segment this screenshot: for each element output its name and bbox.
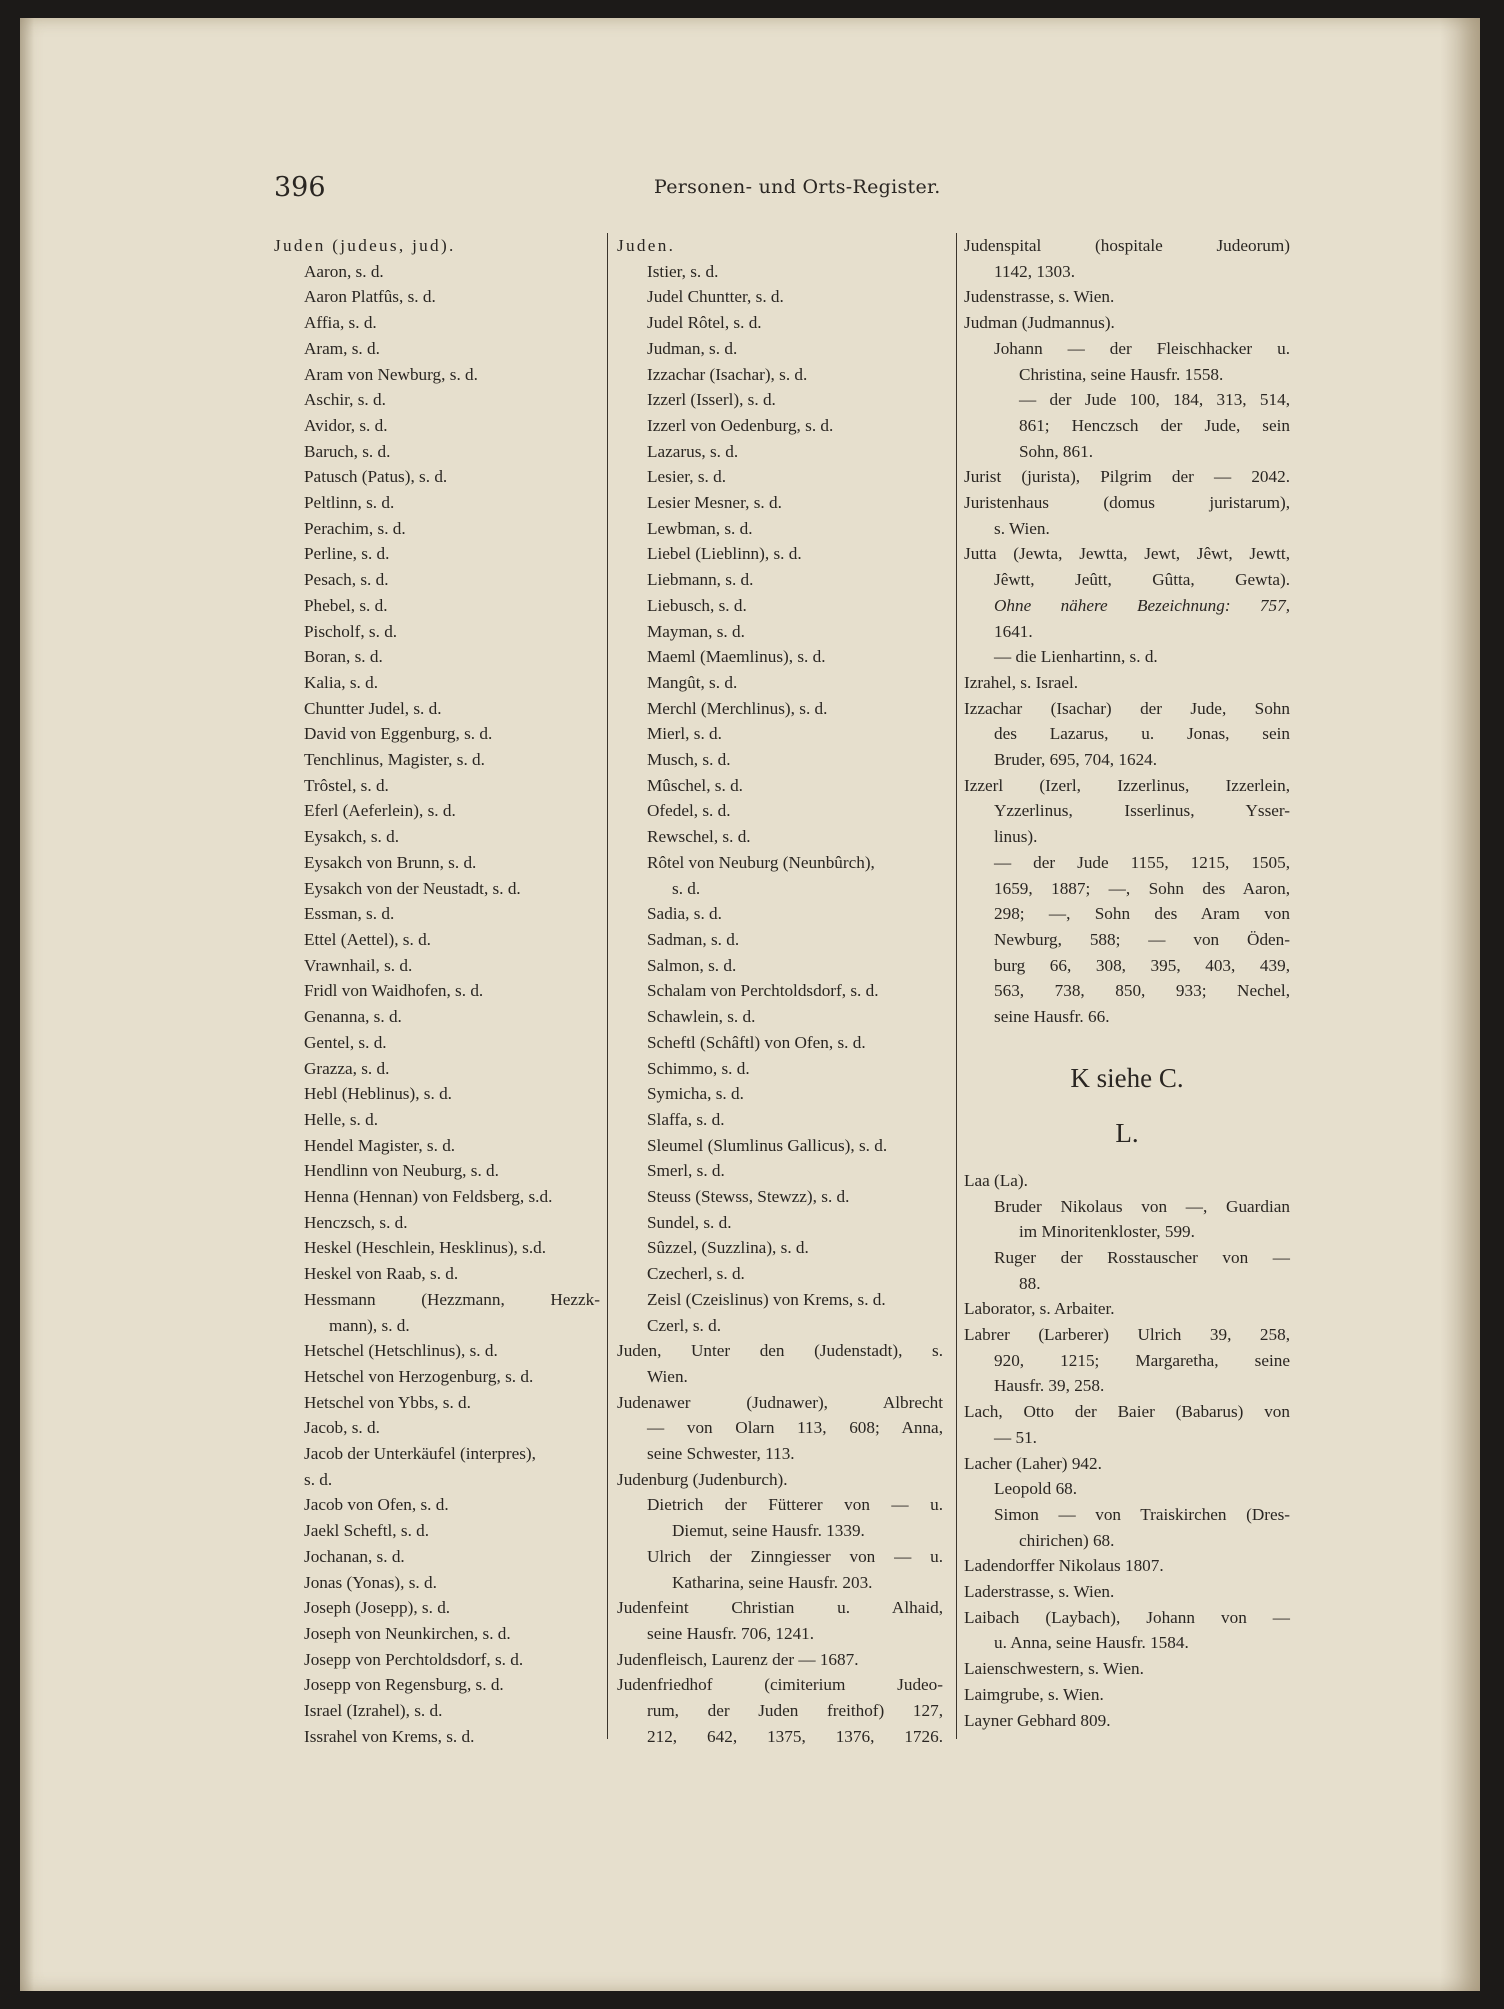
index-heading: Laderstrasse, s. Wien. — [964, 1582, 1115, 1602]
index-heading: Juristenhaus (domus juristarum), — [964, 493, 1290, 513]
index-entry: Bruder Nikolaus von —, Guardian — [994, 1196, 1290, 1216]
index-entry: Hessmann (Hezzmann, Hezzk- — [304, 1289, 600, 1309]
index-heading: Izzachar (Isachar) der Jude, Sohn — [964, 698, 1290, 718]
index-entry-continuation: Bruder, 695, 704, 1624. — [994, 750, 1158, 770]
page-spine-shadow — [1440, 18, 1480, 1991]
index-entry: Aaron, s. d. — [304, 261, 384, 281]
index-heading: Judenburg (Judenburch). — [617, 1469, 788, 1489]
index-entry-continuation: 212, 642, 1375, 1376, 1726. — [647, 1726, 943, 1746]
index-entry: Judel Chuntter, s. d. — [647, 287, 784, 307]
index-entry: Sadman, s. d. — [647, 929, 740, 949]
index-entry: Sleumel (Slumlinus Gallicus), s. d. — [647, 1135, 888, 1155]
index-entry: Israel (Izrahel), s. d. — [304, 1701, 443, 1721]
index-heading: Judenstrasse, s. Wien. — [964, 287, 1115, 307]
index-entry-continuation: 861; Henczsch der Jude, sein — [1019, 415, 1290, 435]
index-entry-continuation: Diemut, seine Hausfr. 1339. — [672, 1521, 865, 1541]
section-spacer — [964, 1098, 1290, 1113]
index-entry: Baruch, s. d. — [304, 441, 391, 461]
index-entry: Perline, s. d. — [304, 544, 390, 564]
index-heading: Judenfriedhof (cimiterium Judeo- — [617, 1675, 943, 1695]
index-entry-continuation: 920, 1215; Margaretha, seine — [994, 1350, 1290, 1370]
index-entry: Kalia, s. d. — [304, 672, 378, 692]
index-entry-continuation: u. Anna, seine Hausfr. 1584. — [994, 1633, 1189, 1653]
page-gutter-shadow — [20, 18, 34, 1991]
index-heading: Labrer (Larberer) Ulrich 39, 258, — [964, 1325, 1290, 1345]
index-entry: Aaron Platfûs, s. d. — [304, 287, 436, 307]
index-entry-continuation: Jêwtt, Jeûtt, Gûtta, Gewta). — [994, 570, 1290, 590]
index-entry: Liebmann, s. d. — [647, 570, 754, 590]
index-heading: Laimgrube, s. Wien. — [964, 1684, 1104, 1704]
index-heading: Judenfeint Christian u. Alhaid, — [617, 1598, 943, 1618]
index-entry: Simon — von Traiskirchen (Dres- — [994, 1504, 1290, 1524]
index-entry: Rôtel von Neuburg (Neunbûrch), — [647, 852, 875, 872]
index-entry: Helle, s. d. — [304, 1109, 378, 1129]
index-entry-continuation: 88. — [1019, 1273, 1041, 1293]
index-entry: Pesach, s. d. — [304, 570, 389, 590]
index-entry: Josepp von Perchtoldsdorf, s. d. — [304, 1649, 524, 1669]
index-entry: Grazza, s. d. — [304, 1058, 390, 1078]
index-entry-continuation: s. Wien. — [994, 518, 1050, 538]
index-entry: Tenchlinus, Magister, s. d. — [304, 750, 485, 770]
index-entry: Czerl, s. d. — [647, 1315, 721, 1335]
index-entry: Pischolf, s. d. — [304, 621, 398, 641]
index-entry: Steuss (Stewss, Stewzz), s. d. — [647, 1187, 850, 1207]
index-entry: Liebel (Lieblinn), s. d. — [647, 544, 802, 564]
index-entry: Sûzzel, (Suzzlina), s. d. — [647, 1238, 809, 1258]
index-entry: Jonas (Yonas), s. d. — [304, 1572, 437, 1592]
index-entry: Lesier Mesner, s. d. — [647, 493, 782, 513]
index-entry-continuation: chirichen) 68. — [1019, 1530, 1115, 1550]
index-heading: Izrahel, s. Israel. — [964, 672, 1079, 692]
section-spacer — [964, 1030, 1290, 1058]
index-heading: Laborator, s. Arbaiter. — [964, 1299, 1115, 1319]
index-entry: Aram, s. d. — [304, 338, 380, 358]
index-entry: Eysakch von der Neustadt, s. d. — [304, 878, 521, 898]
index-heading: Judenfleisch, Laurenz der — 1687. — [617, 1649, 859, 1669]
index-entry: Rewschel, s. d. — [647, 827, 751, 847]
index-entry: Trôstel, s. d. — [304, 775, 389, 795]
index-entry-continuation: Katharina, seine Hausfr. 203. — [672, 1572, 873, 1592]
index-entry: Jacob von Ofen, s. d. — [304, 1495, 449, 1515]
index-entry: Scheftl (Schâftl) von Ofen, s. d. — [647, 1032, 866, 1052]
index-entry: Slaffa, s. d. — [647, 1109, 725, 1129]
index-heading: Juden, Unter den (Judenstadt), s. — [617, 1341, 943, 1361]
index-heading: Layner Gebhard 809. — [964, 1710, 1111, 1730]
index-entry-continuation: Hausfr. 39, 258. — [994, 1376, 1105, 1396]
column-rule-left — [607, 233, 608, 1739]
index-heading: Laienschwestern, s. Wien. — [964, 1659, 1144, 1679]
index-entry: Maeml (Maemlinus), s. d. — [647, 647, 826, 667]
index-entry: Ofedel, s. d. — [647, 801, 731, 821]
index-entry-continuation: Newburg, 588; — von Öden- — [994, 929, 1290, 949]
index-entry: Judel Rôtel, s. d. — [647, 313, 762, 333]
index-entry-continuation: 563, 738, 850, 933; Nechel, — [994, 981, 1290, 1001]
index-entry: — der Jude 1155, 1215, 1505, — [994, 852, 1290, 872]
index-entry: Lewbman, s. d. — [647, 518, 753, 538]
index-entry: Leopold 68. — [994, 1479, 1078, 1499]
index-entry: Henczsch, s. d. — [304, 1212, 408, 1232]
index-entry: Jochanan, s. d. — [304, 1546, 405, 1566]
index-entry-continuation: seine Schwester, 113. — [647, 1444, 795, 1464]
running-head: Personen- und Orts-Register. — [654, 176, 941, 198]
index-entry: Judman, s. d. — [647, 338, 738, 358]
index-heading: Jurist (jurista), Pilgrim der — 2042. — [964, 467, 1290, 487]
index-entry: Schalam von Perchtoldsdorf, s. d. — [647, 981, 879, 1001]
index-entry: Dietrich der Fütterer von — u. — [647, 1495, 943, 1515]
page-number: 396 — [274, 172, 326, 203]
section-heading-l: L. — [1115, 1117, 1139, 1148]
index-entry: Essman, s. d. — [304, 904, 395, 924]
section-spacer — [964, 1153, 1290, 1168]
index-entry: Hendel Magister, s. d. — [304, 1135, 456, 1155]
index-heading: Lacher (Laher) 942. — [964, 1453, 1102, 1473]
index-entry: Zeisl (Czeislinus) von Krems, s. d. — [647, 1289, 886, 1309]
index-entry: Jaekl Scheftl, s. d. — [304, 1521, 430, 1541]
index-entry: David von Eggenburg, s. d. — [304, 724, 493, 744]
index-heading: Judenawer (Judnawer), Albrecht — [617, 1392, 943, 1412]
index-heading: Jutta (Jewta, Jewtta, Jewt, Jêwt, Jewtt, — [964, 544, 1290, 564]
index-entry: Perachim, s. d. — [304, 518, 406, 538]
index-entry: Issrahel von Krems, s. d. — [304, 1726, 475, 1746]
index-entry: Merchl (Merchlinus), s. d. — [647, 698, 828, 718]
index-entry-continuation: — von Olarn 113, 608; Anna, — [647, 1418, 943, 1438]
index-entry: Schawlein, s. d. — [647, 1007, 756, 1027]
index-heading: Ladendorffer Nikolaus 1807. — [964, 1556, 1164, 1576]
index-column-2 — [617, 233, 943, 1749]
index-entry-continuation: rum, der Juden freithof) 127, — [647, 1701, 943, 1721]
index-entry: Gentel, s. d. — [304, 1032, 387, 1052]
index-column-3 — [964, 233, 1290, 1733]
index-entry-continuation: Christina, seine Hausfr. 1558. — [1019, 364, 1224, 384]
index-entry: Schimmo, s. d. — [647, 1058, 750, 1078]
index-entry: Czecherl, s. d. — [647, 1264, 745, 1284]
index-entry-continuation: 1659, 1887; —, Sohn des Aaron, — [994, 878, 1290, 898]
index-heading: Judenspital (hospitale Judeorum) — [964, 236, 1290, 255]
column-rule-right — [956, 233, 957, 1739]
index-entry: Sadia, s. d. — [647, 904, 722, 924]
index-entry: — der Jude 100, 184, 313, 514, — [1019, 390, 1290, 410]
index-entry: Izzerl von Oedenburg, s. d. — [647, 415, 834, 435]
index-entry: Lesier, s. d. — [647, 467, 727, 487]
index-entry: Mangût, s. d. — [647, 672, 738, 692]
index-entry: Sundel, s. d. — [647, 1212, 732, 1232]
index-entry-continuation: 298; —, Sohn des Aram von — [994, 904, 1290, 924]
index-column-1 — [274, 233, 600, 1749]
index-entry: Aram von Newburg, s. d. — [304, 364, 478, 384]
index-entry: Mierl, s. d. — [647, 724, 722, 744]
index-entry: Jacob der Unterkäufel (interpres), — [304, 1444, 536, 1464]
index-entry: Ruger der Rosstauscher von — — [994, 1247, 1290, 1267]
index-entry: Eysakch, s. d. — [304, 827, 399, 847]
index-entry-continuation: — 51. — [994, 1427, 1037, 1447]
index-entry: Chuntter Judel, s. d. — [304, 698, 442, 718]
index-entry: Vrawnhail, s. d. — [304, 955, 413, 975]
index-entry: Patusch (Patus), s. d. — [304, 467, 448, 487]
index-heading: Laibach (Laybach), Johann von — — [964, 1607, 1290, 1627]
index-entry: Izzerl (Isserl), s. d. — [647, 390, 776, 410]
index-entry-continuation: im Minoritenkloster, 599. — [1019, 1222, 1195, 1242]
index-entry: Phebel, s. d. — [304, 595, 388, 615]
index-entry-continuation: s. d. — [672, 878, 701, 898]
index-heading: Laa (La). — [964, 1170, 1028, 1190]
index-entry-continuation: seine Hausfr. 706, 1241. — [647, 1623, 815, 1643]
index-entry: Symicha, s. d. — [647, 1084, 744, 1104]
index-heading: Juden. — [617, 236, 676, 255]
index-entry: Johann — der Fleischhacker u. — [994, 338, 1290, 358]
index-entry: Eferl (Aeferlein), s. d. — [304, 801, 456, 821]
index-entry: Josepp von Regensburg, s. d. — [304, 1675, 504, 1695]
index-entry: Istier, s. d. — [647, 261, 719, 281]
index-entry: Eysakch von Brunn, s. d. — [304, 852, 477, 872]
index-entry-continuation: 1641. — [994, 621, 1033, 641]
index-entry-continuation: Yzzerlinus, Isserlinus, Ysser- — [994, 801, 1290, 821]
index-entry: Peltlinn, s. d. — [304, 493, 395, 513]
index-entry-continuation: burg 66, 308, 395, 403, 439, — [994, 955, 1290, 975]
index-entry: Mûschel, s. d. — [647, 775, 743, 795]
index-entry: Affia, s. d. — [304, 313, 377, 333]
index-entry: Liebusch, s. d. — [647, 595, 747, 615]
index-entry: Ohne nähere Bezeichnung: 757, — [994, 595, 1290, 615]
index-entry: Ettel (Aettel), s. d. — [304, 929, 431, 949]
index-entry: Hetschel von Herzogenburg, s. d. — [304, 1366, 534, 1386]
index-entry-continuation: s. d. — [304, 1469, 333, 1489]
index-entry: Hendlinn von Neuburg, s. d. — [304, 1161, 499, 1181]
index-heading: Juden (judeus, jud). — [274, 236, 456, 255]
index-entry: Aschir, s. d. — [304, 390, 386, 410]
index-entry-continuation: Sohn, 861. — [1019, 441, 1094, 461]
index-entry: Ulrich der Zinngiesser von — u. — [647, 1546, 943, 1566]
index-entry: Genanna, s. d. — [304, 1007, 402, 1027]
index-entry: Henna (Hennan) von Feldsberg, s.d. — [304, 1187, 553, 1207]
index-entry: Joseph (Josepp), s. d. — [304, 1598, 451, 1618]
index-entry: Hetschel von Ybbs, s. d. — [304, 1392, 471, 1412]
index-entry-continuation: Wien. — [647, 1366, 688, 1386]
index-heading: Lach, Otto der Baier (Babarus) von — [964, 1402, 1290, 1422]
index-entry: Mayman, s. d. — [647, 621, 745, 641]
index-entry: Heskel (Heschlein, Hesklinus), s.d. — [304, 1238, 547, 1258]
index-entry-continuation: 1142, 1303. — [994, 261, 1076, 281]
index-entry: Smerl, s. d. — [647, 1161, 725, 1181]
index-entry-continuation: des Lazarus, u. Jonas, sein — [994, 724, 1290, 744]
index-heading: Izzerl (Izerl, Izzerlinus, Izzerlein, — [964, 775, 1290, 795]
index-entry: Musch, s. d. — [647, 750, 731, 770]
section-heading-k: K siehe C. — [1070, 1062, 1184, 1093]
index-entry: — die Lienhartinn, s. d. — [994, 647, 1158, 667]
index-entry-continuation: mann), s. d. — [329, 1315, 410, 1335]
index-entry: Avidor, s. d. — [304, 415, 388, 435]
index-entry: Fridl von Waidhofen, s. d. — [304, 981, 484, 1001]
index-entry: Jacob, s. d. — [304, 1418, 380, 1438]
index-entry: Heskel von Raab, s. d. — [304, 1264, 459, 1284]
index-entry: Hetschel (Hetschlinus), s. d. — [304, 1341, 498, 1361]
index-entry: Salmon, s. d. — [647, 955, 737, 975]
index-heading: Judman (Judmannus). — [964, 313, 1115, 333]
index-entry: Boran, s. d. — [304, 647, 383, 667]
index-entry: Lazarus, s. d. — [647, 441, 739, 461]
index-entry: Joseph von Neunkirchen, s. d. — [304, 1623, 511, 1643]
index-entry: Hebl (Heblinus), s. d. — [304, 1084, 452, 1104]
index-entry-continuation: seine Hausfr. 66. — [994, 1007, 1110, 1027]
index-entry-continuation: linus). — [994, 827, 1038, 847]
index-entry: Izzachar (Isachar), s. d. — [647, 364, 808, 384]
